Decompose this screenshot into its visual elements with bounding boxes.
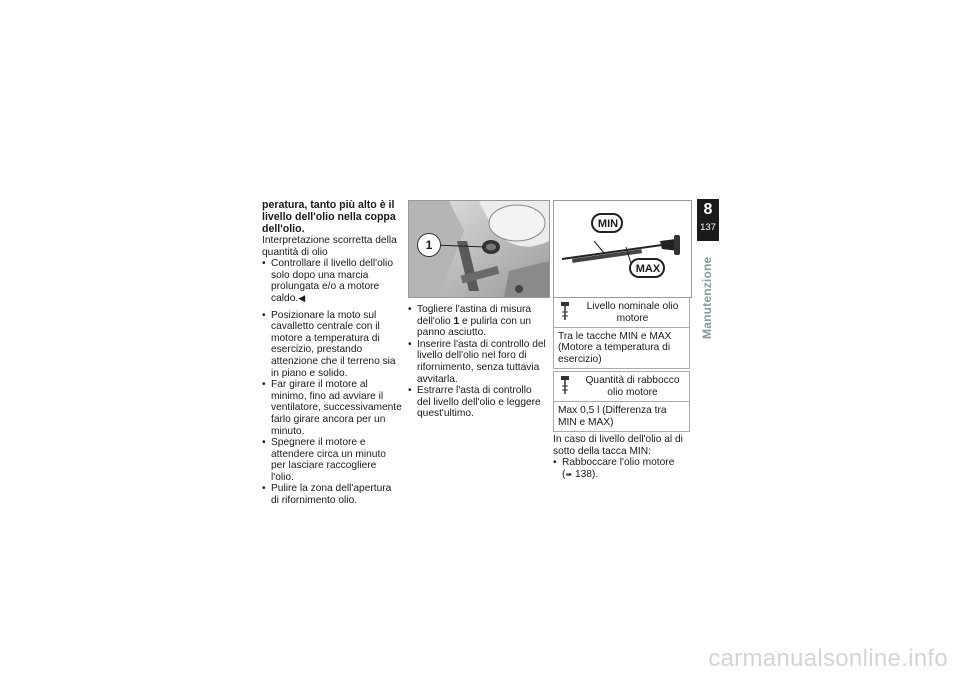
procedure-list-3: [553, 457, 690, 480]
list-item: • Estrarre l'asta di controllo del livello dell'olio e leggere quest'ultimo.: [408, 385, 548, 420]
text-column-2: [408, 200, 548, 420]
procedure-list-1: [262, 258, 402, 506]
spec-value: Tra le tacche MIN e MAX (Motore a temperatura di esercizio): [558, 330, 672, 365]
intro-bold-text: peratura, tanto più alto è il livello dell'olio nella coppa dell'olio.: [262, 199, 396, 235]
spec-header: [554, 372, 689, 402]
page-ref-arrow-icon: ➠: [565, 469, 573, 479]
list-item: [408, 304, 548, 339]
list-item-text: Rabboccare l'olio motore: [562, 457, 675, 469]
page-ref-open: (: [562, 468, 566, 480]
oil-dipstick-icon: [558, 375, 580, 399]
list-item-text: Controllare il livello dell'olio solo dopo una marcia prolungata e/o a motore caldo.: [271, 258, 393, 304]
chapter-title: Manutenzione: [700, 256, 714, 339]
page-ref-link[interactable]: 138).: [572, 468, 599, 480]
list-item-text: e pulirla con un panno asciutto.: [417, 315, 532, 339]
list-item: • Far girare il motore al minimo, fino ad avviare il ventilatore, successivamente farlo girare ancora per un minuto.: [262, 379, 402, 437]
spec-box: [553, 298, 690, 369]
text-column-1: [262, 199, 402, 507]
spec-value: Max 0,5 l (Differenza tra MIN e MAX): [558, 404, 667, 428]
chapter-number: 8: [703, 201, 713, 218]
dipstick-diagram: [553, 200, 692, 298]
page-number: 137: [700, 222, 716, 233]
watermark-text: carmanualsonline.info: [708, 645, 948, 672]
list-item: • Posizionare la moto sul cavalletto centrale con il motore a temperatura di esercizio, prestando attenzione che il terreno sia in piano e solido.: [262, 310, 402, 380]
chapter-badge: [697, 199, 719, 241]
spec-title: Livello nominale olio motore: [586, 301, 679, 324]
max-label: MAX: [635, 263, 661, 275]
spec-box: [553, 371, 690, 432]
list-item: • Pulire la zona dell'apertura di rifornimento olio.: [262, 483, 402, 506]
subheading-text: Interpretazione scorretta della quantità di olio: [262, 235, 397, 258]
spec-header: [554, 298, 689, 328]
text-column-3: [553, 200, 690, 481]
list-item: • Inserire l'asta di controllo del livello dell'olio nel foro di rifornimento, senza tuttavia avvitarla.: [408, 339, 548, 385]
list-item: • Spegnere il motore e attendere circa un minuto per lasciare raccogliere l'olio.: [262, 437, 402, 483]
list-item: [553, 457, 690, 480]
end-mark-icon: ◀: [298, 292, 306, 303]
callout-1-badge: 1: [417, 233, 441, 257]
condition-text: In caso di livello dell'olio al di sotto della tacca MIN:: [553, 434, 683, 457]
list-item: [262, 258, 402, 304]
engine-photo: [408, 200, 550, 298]
spec-title: Quantità di rabbocco olio motore: [585, 375, 680, 398]
procedure-list-2: [408, 304, 548, 420]
list-item-text: Togliere l'astina di misura dell'olio: [417, 304, 532, 327]
min-label: MIN: [597, 218, 619, 230]
oil-dipstick-icon: [558, 301, 580, 325]
part-ref-number: 1: [453, 315, 460, 327]
